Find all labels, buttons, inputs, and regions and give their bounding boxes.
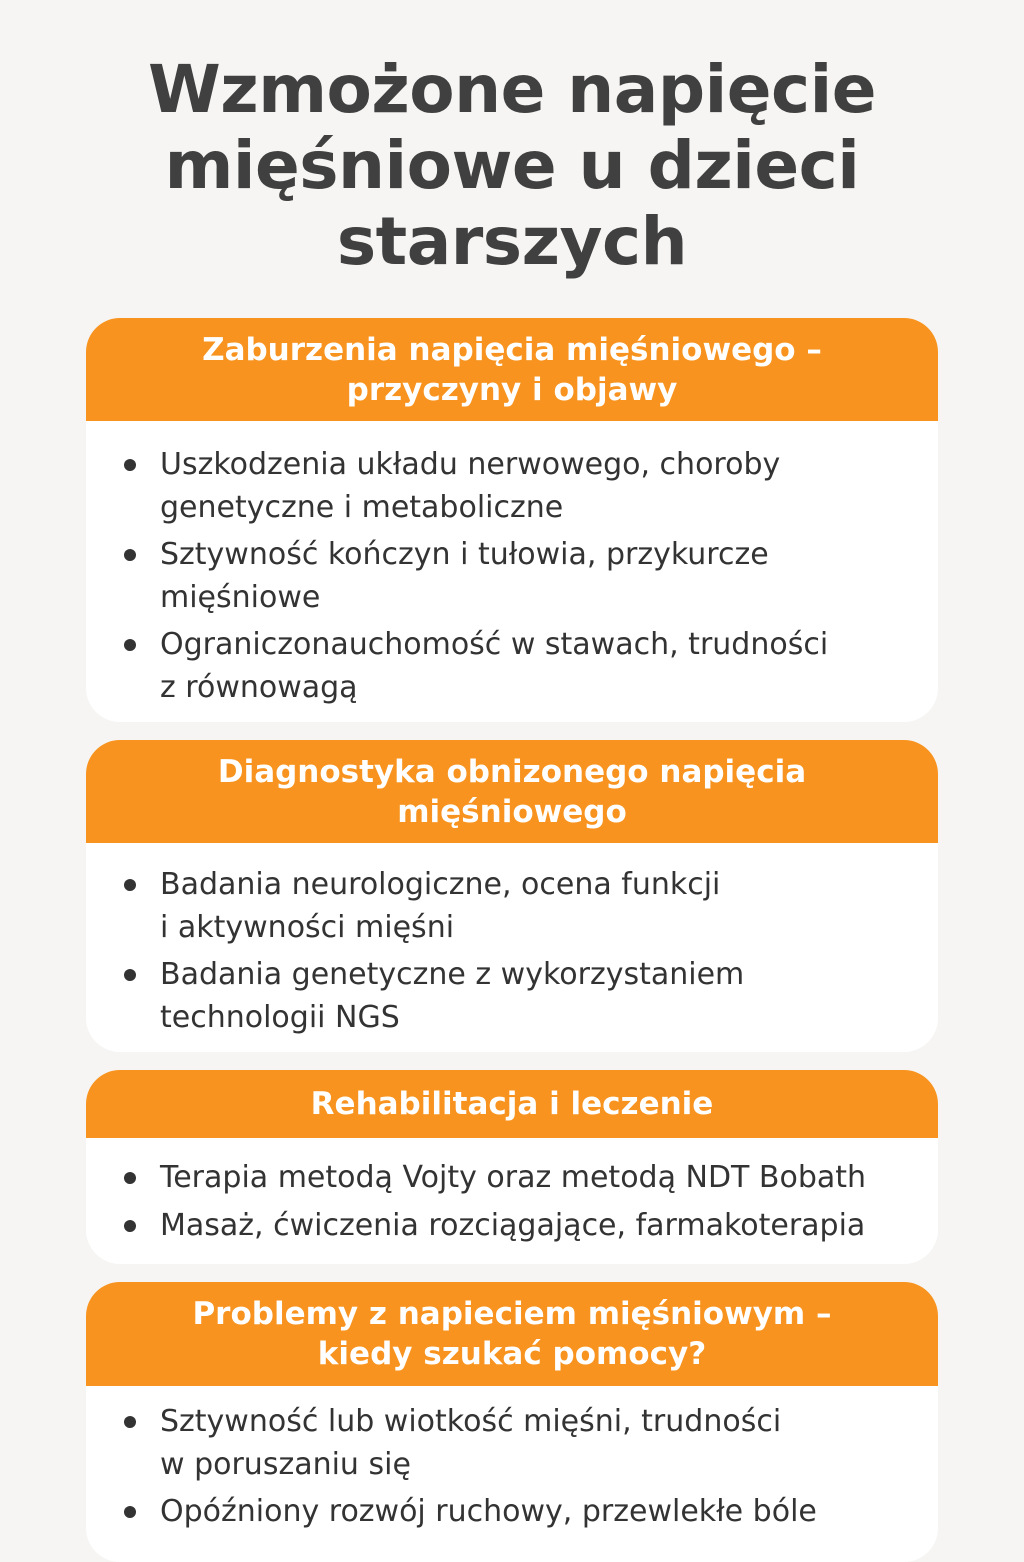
section-header-line: Problemy z napieciem mięśniowym – [192, 1296, 832, 1332]
bullet-list [86, 1386, 938, 1533]
page-title-line: starszych [336, 203, 688, 280]
page-title-line: mięśniowe u dzieci [164, 127, 860, 204]
bullet-text: Sztywność lub wiotkość mięśni, trudności [160, 1404, 782, 1439]
page-title [0, 52, 1024, 280]
bullet-list [86, 843, 938, 1039]
section-when-to-seek-help [86, 1282, 938, 1562]
bullet-item [86, 1400, 938, 1486]
bullet-dot-icon [124, 879, 136, 891]
bullet-item [86, 1156, 938, 1199]
section-header-line: kiedy szukać pomocy? [317, 1336, 707, 1372]
bullet-text: Ograniczonauchomość w stawach, trudności [160, 627, 829, 662]
bullet-dot-icon [124, 639, 136, 651]
bullet-text: i aktywności mięśni [160, 910, 455, 945]
section-diagnostics [86, 740, 938, 1052]
bullet-text: Masaż, ćwiczenia rozciągające, farmakoterapia [160, 1208, 866, 1243]
bullet-text: mięśniowe [160, 580, 321, 615]
bullet-text: technologii NGS [160, 1000, 400, 1035]
bullet-text: w poruszaniu się [160, 1447, 411, 1482]
section-header [86, 1070, 938, 1138]
bullet-text: Badania genetyczne z wykorzystaniem [160, 957, 745, 992]
bullet-item [86, 533, 938, 619]
bullet-item [86, 1490, 938, 1533]
section-rehabilitation [86, 1070, 938, 1264]
bullet-text: Uszkodzenia układu nerwowego, choroby [160, 447, 781, 482]
bullet-list [86, 421, 938, 709]
section-header-line: Diagnostyka obnizonego napięcia [217, 753, 807, 790]
section-causes-symptoms [86, 318, 938, 722]
section-header-line: mięśniowego [397, 793, 627, 830]
bullet-dot-icon [124, 1172, 136, 1184]
section-header [86, 318, 938, 421]
bullet-dot-icon [124, 459, 136, 471]
section-header-line: Zaburzenia napięcia mięśniowego – [202, 331, 822, 368]
section-header-line: przyczyny i objawy [346, 371, 678, 408]
bullet-dot-icon [124, 549, 136, 561]
page-title-line: Wzmożone napięcie [148, 51, 876, 128]
bullet-item [86, 623, 938, 709]
bullet-text: Badania neurologiczne, ocena funkcji [160, 867, 721, 902]
section-header [86, 1282, 938, 1386]
bullet-text: z równowagą [160, 670, 358, 705]
bullet-text: Sztywność kończyn i tułowia, przykurcze [160, 537, 769, 572]
bullet-text: Terapia metodą Vojty oraz metodą NDT Bobath [160, 1160, 867, 1195]
bullet-text: Opóźniony rozwój ruchowy, przewlekłe bóle [160, 1494, 817, 1529]
bullet-list [86, 1138, 938, 1247]
bullet-text: genetyczne i metaboliczne [160, 490, 564, 525]
section-header [86, 740, 938, 843]
bullet-dot-icon [124, 1506, 136, 1518]
bullet-dot-icon [124, 1220, 136, 1232]
bullet-dot-icon [124, 1416, 136, 1428]
bullet-item [86, 1204, 938, 1247]
bullet-item [86, 863, 938, 949]
bullet-item [86, 443, 938, 529]
bullet-item [86, 953, 938, 1039]
section-header-line: Rehabilitacja i leczenie [310, 1086, 714, 1122]
bullet-dot-icon [124, 969, 136, 981]
